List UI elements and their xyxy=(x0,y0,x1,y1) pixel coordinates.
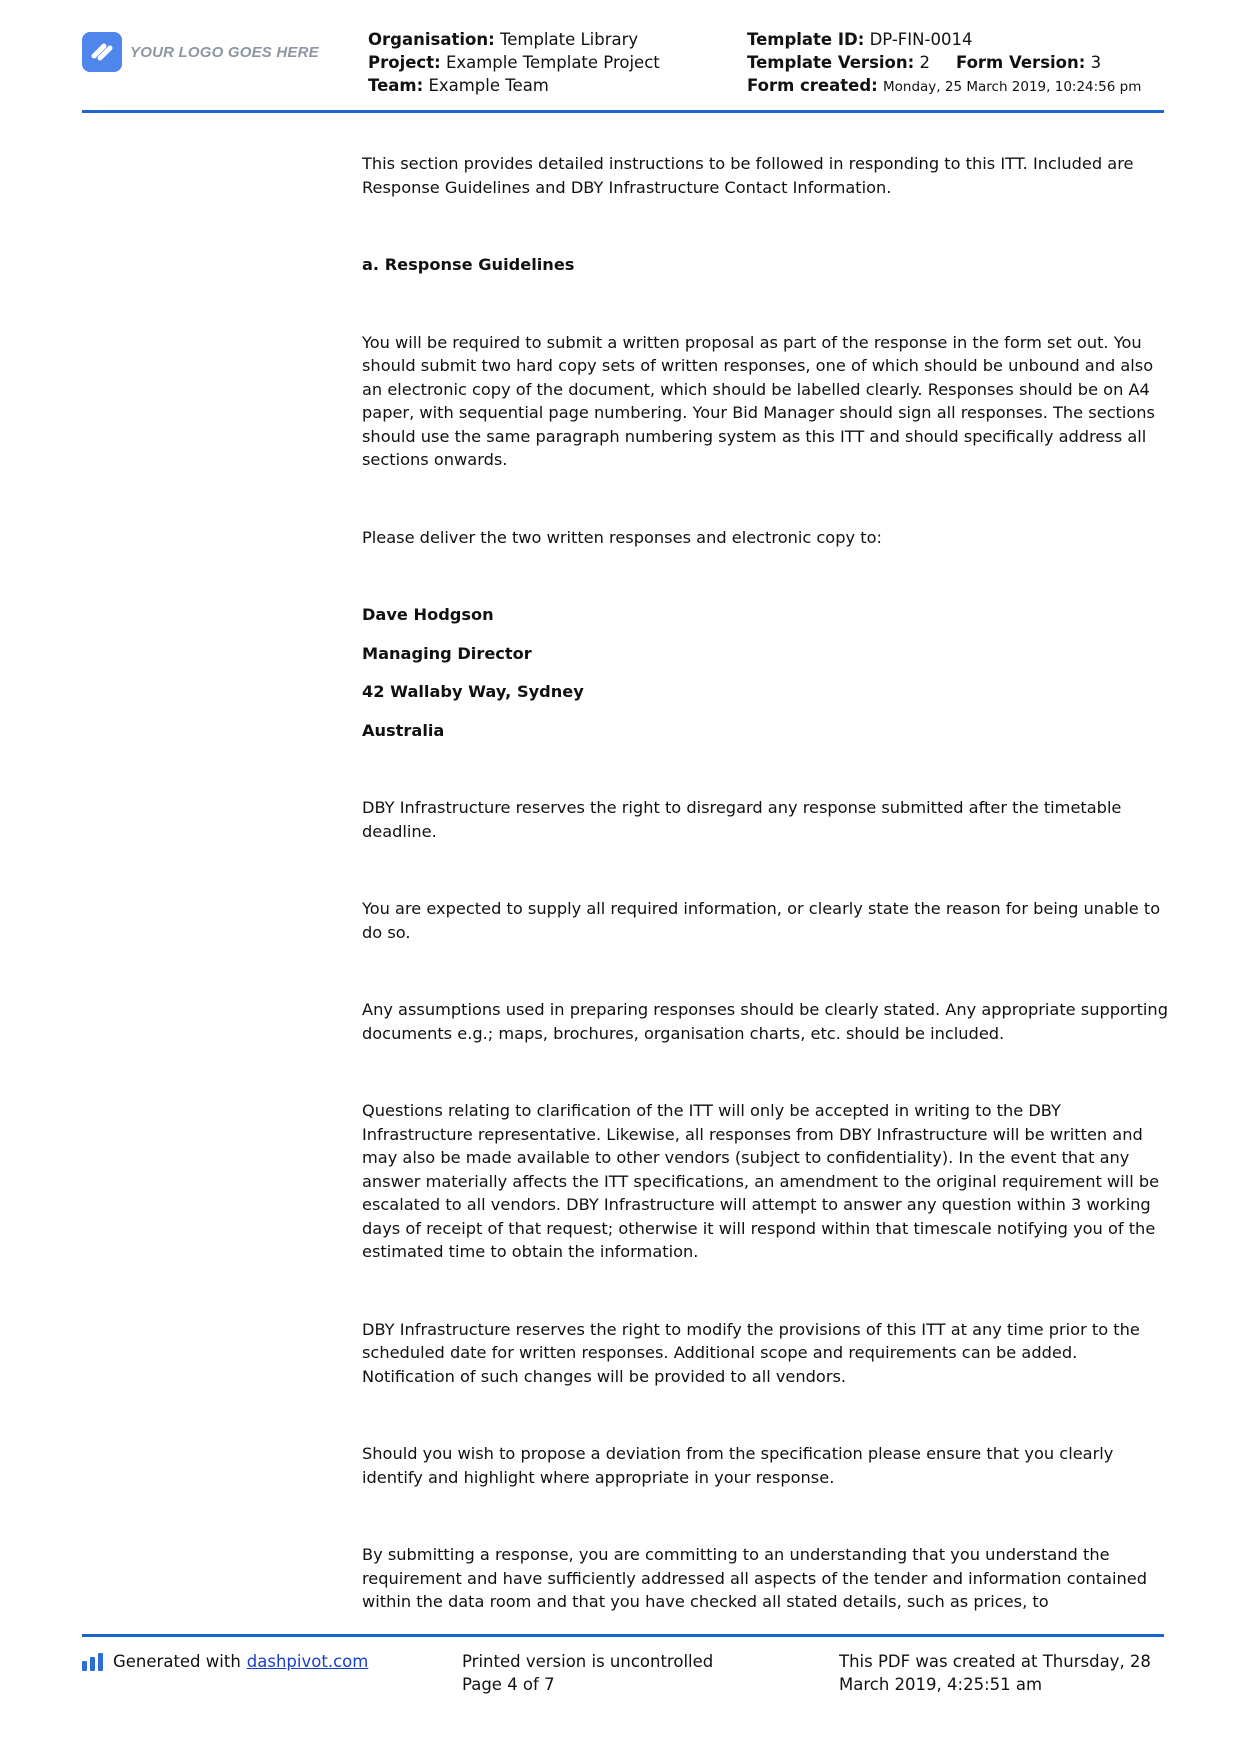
body-paragraph: Should you wish to propose a deviation from the specification please ensure that you clearly identify and highlight where appropriate in your response. xyxy=(362,1444,1114,1487)
address-name: Dave Hodgson xyxy=(362,605,494,624)
body-paragraph: You are expected to supply all required information, or clearly state the reason for being unable to do so. xyxy=(362,899,1161,942)
generated-text: Generated with xyxy=(113,1652,241,1671)
template-id-label: Template ID: xyxy=(747,30,865,49)
template-id-line xyxy=(747,28,1141,51)
project-label: Project: xyxy=(368,53,441,72)
header-divider xyxy=(82,110,1164,113)
dashpivot-icon xyxy=(82,1653,103,1671)
form-created-label: Form created: xyxy=(747,76,878,95)
body-paragraph: Any assumptions used in preparing responses should be clearly stated. Any appropriate supporting documents e.g.; maps, brochures, organisation charts, etc. should be included. xyxy=(362,1000,1168,1043)
project-value: Example Template Project xyxy=(445,53,660,72)
uncontrolled-note: Printed version is uncontrolled xyxy=(462,1652,714,1671)
organisation-line xyxy=(368,28,660,51)
form-version-label: Form Version: xyxy=(955,53,1086,72)
body-paragraph: Questions relating to clarification of the ITT will only be accepted in writing to the DBY Infrastructure representative. Likewise, all responses from DBY Infrastructure will be written and may also be made available to other vendors (subject to confidentiality). In the event that any answer materially affects the ITT specifications, an amendment to the original requirement will be escalated to all vendors. DBY Infrastructure will attempt to answer any question within 3 working days of receipt of that request; otherwise it will respond within that timescale notifying you of the estimated time to obtain the information. xyxy=(362,1101,1160,1261)
organisation-value: Template Library xyxy=(499,30,639,49)
page-header xyxy=(82,28,1164,112)
company-logo xyxy=(82,32,319,72)
team-label: Team: xyxy=(368,76,424,95)
organisation-label: Organisation: xyxy=(368,30,495,49)
address-title: Managing Director xyxy=(362,643,532,663)
project-line xyxy=(368,51,660,74)
template-version-value: 2 xyxy=(919,53,930,72)
template-version-label: Template Version: xyxy=(747,53,915,72)
body-paragraph: DBY Infrastructure reserves the right to disregard any response submitted after the timetable deadline. xyxy=(362,798,1122,841)
section-heading: a. Response Guidelines xyxy=(362,255,575,274)
body-paragraph: By submitting a response, you are committing to an understanding that you understand the requirement and have sufficiently addressed all aspects of the tender and information contained within the data room and that you have checked all stated details, such as prices, to xyxy=(362,1545,1148,1611)
form-created-line xyxy=(747,74,1141,99)
logo-text: YOUR LOGO GOES HERE xyxy=(130,43,319,61)
body-paragraph: You will be required to submit a written proposal as part of the response in the form set out. You should submit two hard copy sets of written responses, one of which should be unbound and also an electronic copy of the document, which should be labelled clearly. Responses should be on A4 paper, with sequential page numbering. Your Bid Manager should sign all responses. The sections should use the same paragraph numbering system as this ITT and should specifically address all sections onwards. xyxy=(362,332,1155,469)
page-number: Page 4 of 7 xyxy=(462,1675,555,1694)
intro-paragraph: This section provides detailed instructions to be followed in responding to this ITT. Included are Response Guidelines and DBY Infrastructure Contact Information. xyxy=(362,154,1134,197)
header-project-info xyxy=(368,28,660,97)
header-template-info xyxy=(747,28,1141,99)
template-id-value: DP-FIN-0014 xyxy=(869,30,973,49)
printed-info xyxy=(462,1650,713,1696)
dashpivot-link[interactable]: dashpivot.com xyxy=(246,1652,369,1671)
body-paragraph: Please deliver the two written responses and electronic copy to: xyxy=(362,527,882,547)
form-version-value: 3 xyxy=(1090,53,1102,72)
document-body xyxy=(362,152,1170,1614)
pdf-created-note: This PDF was created at Thursday, 28 March 2019, 4:25:51 am xyxy=(839,1652,1151,1694)
address-street: 42 Wallaby Way, Sydney xyxy=(362,682,584,701)
form-created-value: Monday, 25 March 2019, 10:24:56 pm xyxy=(883,79,1142,95)
version-line xyxy=(747,51,1141,74)
generated-with xyxy=(82,1650,368,1673)
logo-icon xyxy=(82,32,122,72)
footer-divider xyxy=(82,1634,1164,1637)
body-paragraph: DBY Infrastructure reserves the right to modify the provisions of this ITT at any time prior to the scheduled date for written responses. Additional scope and requirements can be added. Notification of such changes will be provided to all vendors. xyxy=(362,1319,1140,1386)
address-country: Australia xyxy=(362,720,445,740)
team-line xyxy=(368,74,660,97)
team-value: Example Team xyxy=(428,76,549,95)
